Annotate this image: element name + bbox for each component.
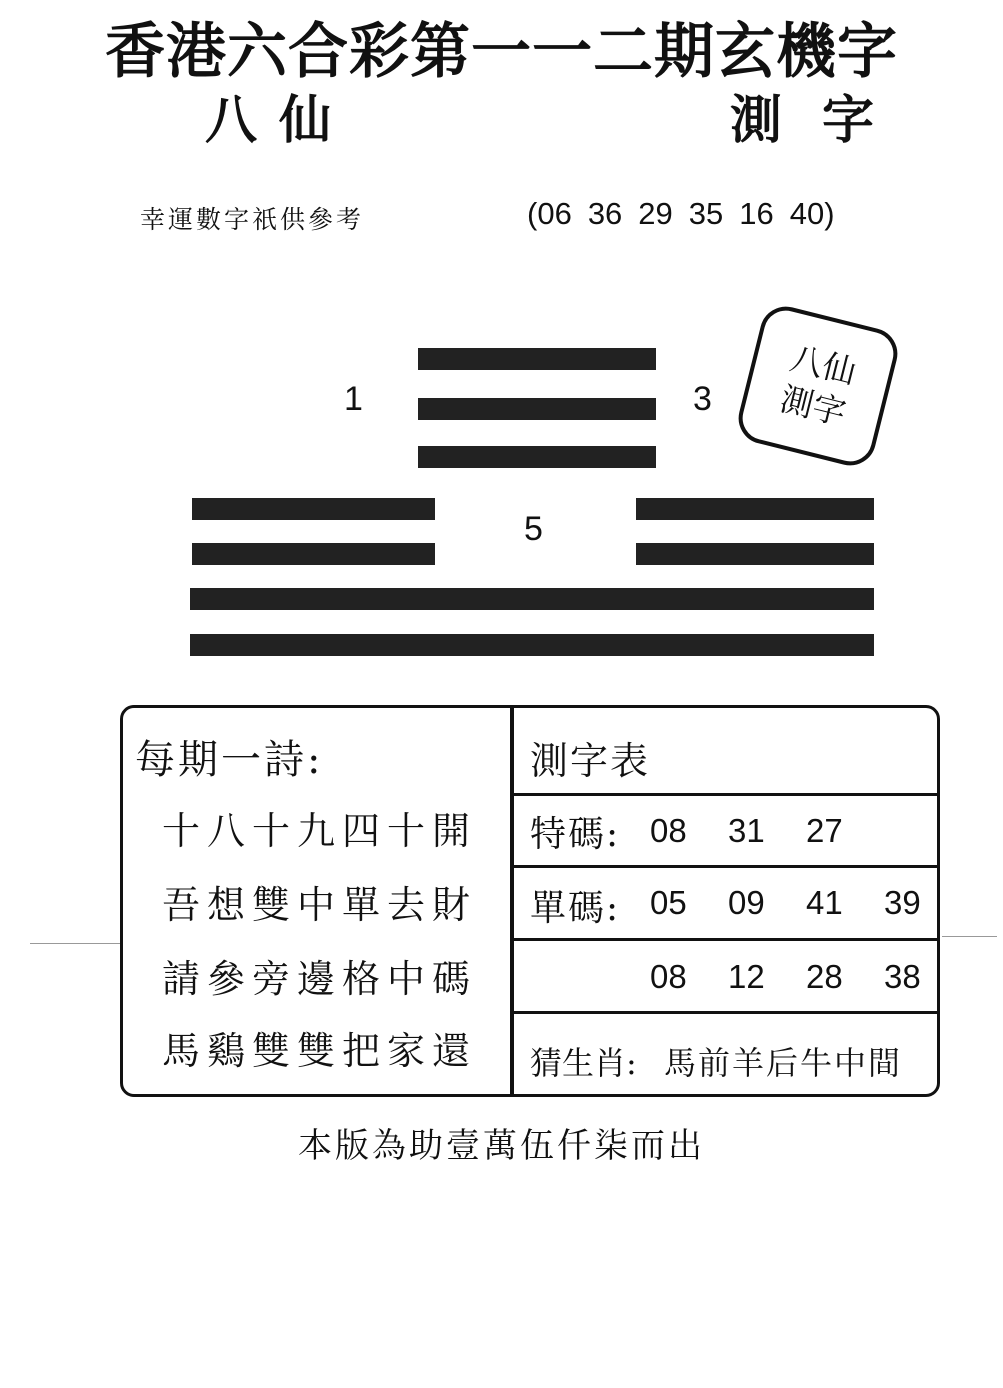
footer-text: 本版為助壹萬伍仟柒而出 — [298, 1126, 705, 1166]
table-title: 測字表 — [530, 739, 651, 783]
extra-number: 38 — [884, 958, 921, 995]
poem-line: 十八十九四十開 — [162, 809, 478, 853]
trigram-number-center: 5 — [524, 510, 543, 548]
single-code-number: 39 — [884, 884, 921, 921]
trigram-number-left: 1 — [344, 380, 363, 418]
trigram-lower-line-4 — [190, 634, 874, 656]
scan-artifact-line — [942, 936, 997, 937]
trigram-upper-line-2 — [418, 398, 656, 420]
row-separator — [512, 865, 940, 868]
poem-title: 每期一詩: — [135, 737, 324, 783]
single-code-numbers — [650, 884, 962, 922]
extra-number: 12 — [728, 958, 765, 995]
single-code-number: 05 — [650, 884, 687, 921]
zodiac-value: 馬前羊后牛中間 — [664, 1044, 903, 1082]
poem-line: 馬鷄雙雙把家還 — [162, 1029, 478, 1073]
subtitle-left: 八仙 — [205, 90, 354, 151]
special-code-number: 31 — [728, 812, 765, 849]
special-code-number: 27 — [806, 812, 843, 849]
row-separator — [512, 938, 940, 941]
scan-artifact-line — [30, 943, 120, 944]
page-title: 香港六合彩第一一二期玄機字 — [105, 17, 898, 87]
poem-line: 請參旁邊格中碼 — [162, 957, 478, 1001]
trigram-number-right: 3 — [693, 380, 712, 418]
extra-number: 08 — [650, 958, 687, 995]
row-separator — [512, 1011, 940, 1014]
lucky-number: 16 — [739, 196, 774, 231]
trigram-upper-line-1 — [418, 348, 656, 370]
stamp-line-2: 測字 — [776, 378, 850, 433]
special-code-numbers — [650, 812, 884, 850]
trigram-lower-line-3 — [190, 588, 874, 610]
stamp-line-1: 八仙 — [786, 338, 860, 393]
stamp-seal — [733, 301, 903, 471]
lucky-number: 29 — [638, 196, 673, 231]
lucky-numbers — [527, 196, 835, 232]
single-code-number: 09 — [728, 884, 765, 921]
lucky-open-paren: ( — [527, 196, 538, 231]
special-code-number: 08 — [650, 812, 687, 849]
extra-numbers — [650, 958, 962, 996]
trigram-lower-line-2-left — [192, 543, 435, 565]
trigram-lower-line-1-left — [192, 498, 435, 520]
lucky-numbers-label: 幸運數字祇供參考 — [140, 205, 365, 234]
lucky-close-paren: ) — [824, 196, 835, 231]
subtitle-right: 測字 — [730, 90, 915, 151]
lucky-number: 36 — [587, 196, 623, 231]
zodiac-label: 猜生肖: — [530, 1044, 637, 1082]
box-divider — [510, 705, 514, 1097]
trigram-lower-line-2-right — [636, 543, 874, 565]
special-code-label: 特碼: — [530, 814, 621, 855]
extra-number: 28 — [806, 958, 843, 995]
single-code-label: 單碼: — [530, 888, 621, 929]
trigram-upper-line-3 — [418, 446, 656, 468]
lucky-number: 40 — [789, 196, 825, 231]
single-code-number: 41 — [806, 884, 843, 921]
poem-line: 吾想雙中單去財 — [162, 883, 478, 927]
trigram-lower-line-1-right — [636, 498, 874, 520]
row-separator — [512, 793, 940, 796]
lucky-number: 06 — [537, 196, 572, 231]
lucky-number: 35 — [688, 196, 724, 231]
